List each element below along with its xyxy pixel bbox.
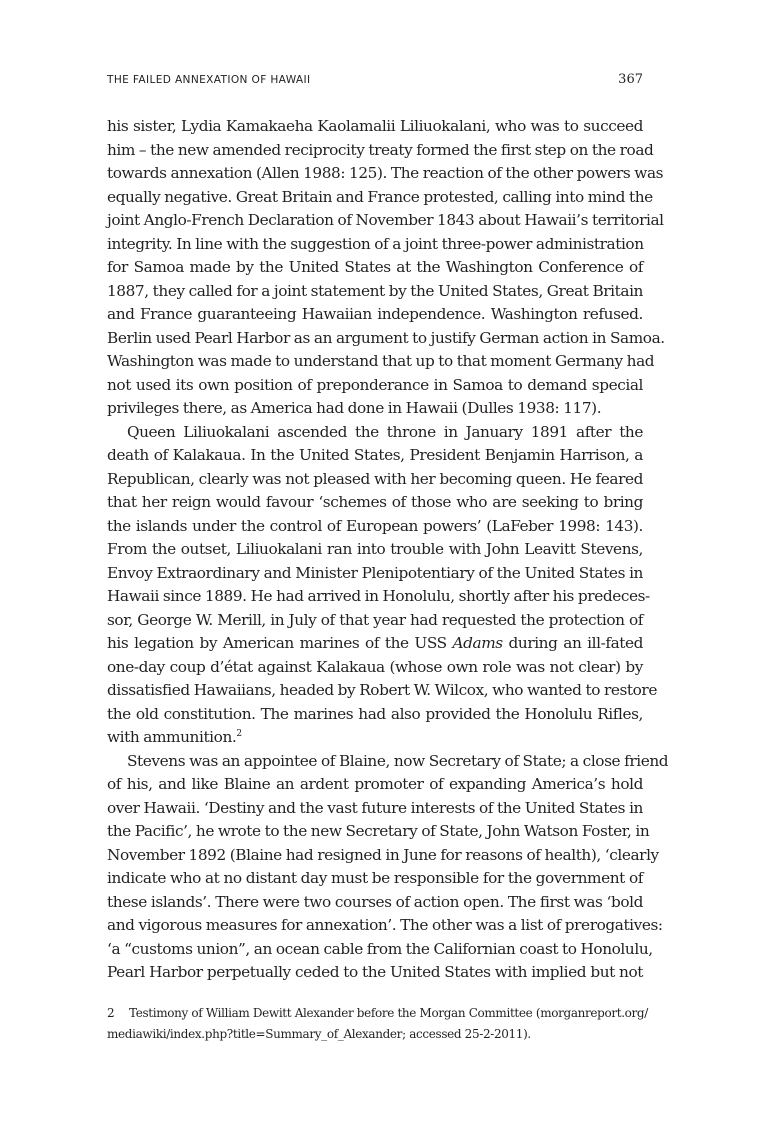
text-line: dissatisfied Hawaiians, headed by Robert W. Wilcox, who wanted to restore xyxy=(107,681,657,699)
text-line: Berlin used Pearl Harbor as an argument to justify German action in Samoa. xyxy=(107,328,665,347)
footnotes xyxy=(107,1003,648,1045)
ship-name: Adams xyxy=(452,634,503,652)
text-line: and vigorous measures for annexation’. The other was a list of prerogatives: xyxy=(107,916,663,934)
text-line: one-day coup d’état against Kalakaua (whose own role was not clear) by xyxy=(107,657,643,676)
text-line: 1887, they called for a joint statement by the United States, Great Britain xyxy=(107,281,643,300)
text-line: Pearl Harbor perpetually ceded to the United States with implied but not xyxy=(107,963,643,981)
text-line xyxy=(107,632,643,656)
text-line: Stevens was an appointee of Blaine, now Secretary of State; a close friend xyxy=(127,751,669,770)
text-line: Envoy Extraordinary and Minister Plenipotentiary of the United States in xyxy=(107,563,643,582)
text-line: integrity. In line with the suggestion of a joint three-power administration xyxy=(107,234,644,253)
text-line xyxy=(107,726,643,750)
text-line: Republican, clearly was not pleased with her becoming queen. He feared xyxy=(107,469,643,488)
text-line: his sister, Lydia Kamakaeha Kaolamalii Liliuokalani, who was to succeed xyxy=(107,117,643,135)
running-header xyxy=(107,72,643,92)
text-line: over Hawaii. ‘Destiny and the vast future interests of the United States in xyxy=(107,798,643,817)
text-line: Queen Liliuokalani ascended the throne in January 1891 after the xyxy=(127,422,643,441)
text-line: indicate who at no distant day must be responsible for the government of xyxy=(107,869,643,887)
text-line: of his, and like Blaine an ardent promoter of expanding America’s hold xyxy=(107,775,643,793)
text-line: Hawaii since 1889. He had arrived in Honolulu, shortly after his predeces- xyxy=(107,587,650,605)
text-line: sor, George W. Merill, in July of that year had requested the protection of xyxy=(107,610,643,629)
text-line: joint Anglo-French Declaration of November 1843 about Hawaii’s territorial xyxy=(107,211,664,229)
text-line: Washington was made to understand that up to that moment Germany had xyxy=(107,352,655,370)
text-line: From the outset, Liliuokalani ran into trouble with John Leavitt Stevens, xyxy=(107,540,643,558)
text-line: death of Kalakaua. In the United States, President Benjamin Harrison, a xyxy=(107,446,643,464)
text-line: that her reign would favour ‘schemes of those who are seeking to bring xyxy=(107,493,643,511)
text-line: ‘a “customs union”, an ocean cable from the Californian coast to Honolulu, xyxy=(107,939,653,958)
footnote-reference[interactable]: 2 xyxy=(236,728,242,739)
text-line: and France guaranteeing Hawaiian independence. Washington refused. xyxy=(107,305,643,323)
text-line: for Samoa made by the United States at the Washington Conference of xyxy=(107,258,643,276)
text-line: him – the new amended reciprocity treaty formed the first step on the road xyxy=(107,140,654,159)
text-segment: during an ill-fated xyxy=(502,634,644,652)
text-line: the Pacific’, he wrote to the new Secretary of State, John Watson Foster, in xyxy=(107,822,650,840)
text-segment: with ammunition. xyxy=(107,728,237,746)
footnote-number: 2 xyxy=(107,1006,115,1020)
text-line: these islands’. There were two courses of action open. The first was ‘bold xyxy=(107,892,643,911)
footnote-line xyxy=(107,1003,648,1024)
text-line: November 1892 (Blaine had resigned in June for reasons of health), ‘clearly xyxy=(107,845,659,864)
page-number: 367 xyxy=(618,72,643,87)
text-segment: his legation by American marines of the USS xyxy=(107,634,453,652)
text-line: towards annexation (Allen 1988: 125). The reaction of the other powers was xyxy=(107,164,664,182)
text-line: privileges there, as America had done in Hawaii (Dulles 1938: 117). xyxy=(107,399,602,417)
running-title: THE FAILED ANNEXATION OF HAWAII xyxy=(107,74,311,86)
footnote-line: mediawiki/index.php?title=Summary_of_Alexander; accessed 25-2-2011). xyxy=(107,1027,531,1041)
text-line: not used its own position of preponderance in Samoa to demand special xyxy=(107,375,643,394)
text-line: the old constitution. The marines had also provided the Honolulu Rifles, xyxy=(107,704,643,723)
footnote-text: Testimony of William Dewitt Alexander before the Morgan Committee (morganreport.org/ xyxy=(129,1006,648,1020)
text-line: equally negative. Great Britain and France protested, calling into mind the xyxy=(107,187,653,206)
body-text xyxy=(107,115,669,985)
text-line: the islands under the control of European powers’ (LaFeber 1998: 143). xyxy=(107,516,643,535)
